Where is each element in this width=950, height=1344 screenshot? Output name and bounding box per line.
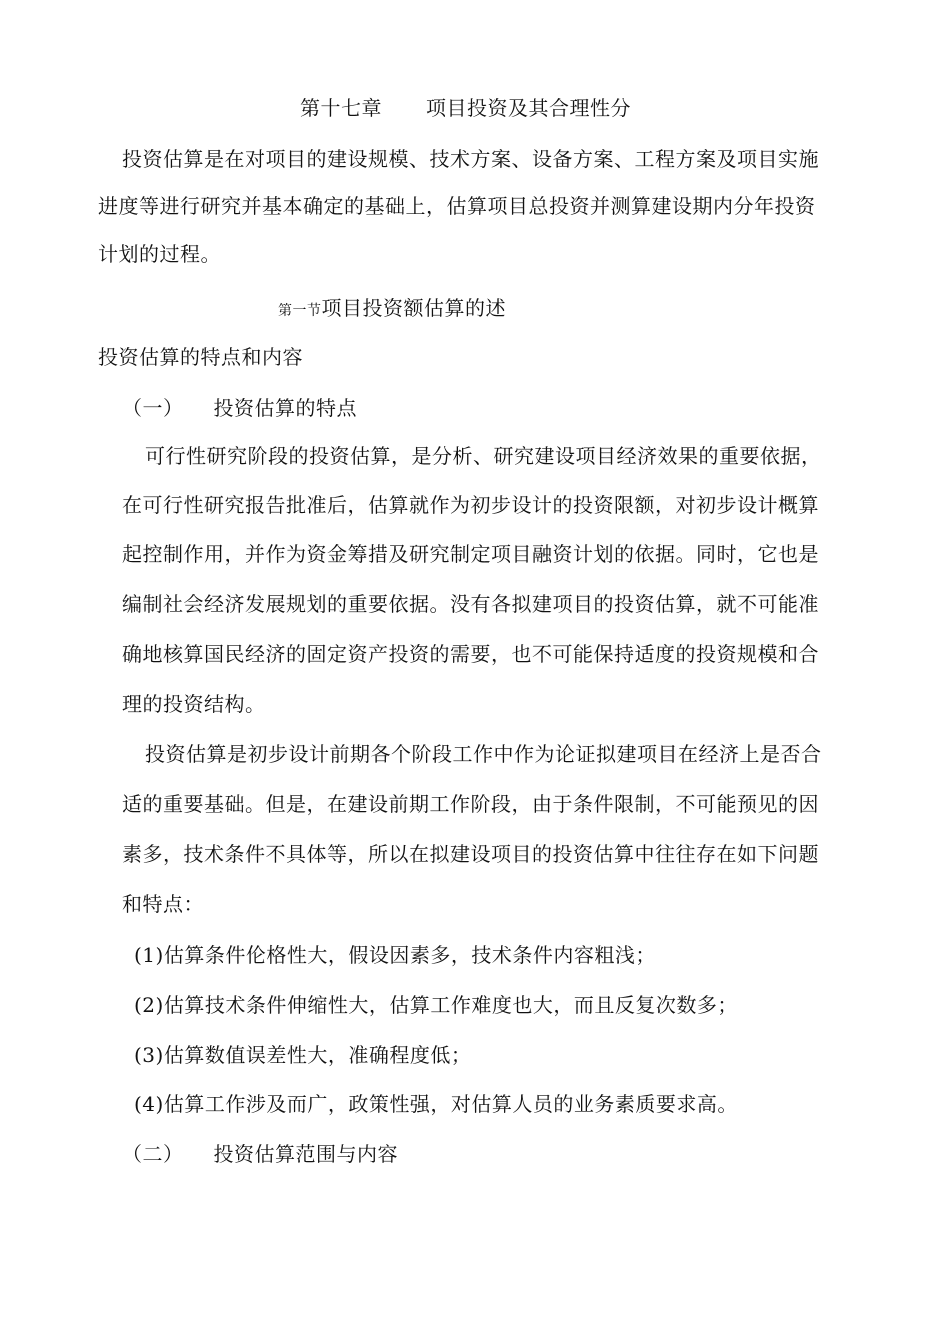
para2-line-3: 素多，技术条件不具体等，所以在拟建设项目的投资估算中往往存在如下问题	[122, 842, 819, 866]
intro-line-3: 计划的过程。	[98, 242, 221, 266]
para1-line-3: 起控制作用，并作为资金筹措及研究制定项目融资计划的依据。同时，它也是	[122, 542, 819, 566]
para1-line-2: 在可行性研究报告批准后，估算就作为初步设计的投资限额，对初步设计概算	[122, 493, 819, 517]
list-item-4: (4)估算工作涉及而广，政策性强，对估算人员的业务素质要求高。	[134, 1092, 738, 1116]
subheading-2-number: （二）	[122, 1142, 184, 1166]
subheading-1	[122, 394, 357, 422]
heading-1: 投资估算的特点和内容	[98, 345, 303, 369]
subheading-2	[122, 1140, 398, 1168]
section-prefix: 第一节	[278, 303, 322, 319]
intro-line-1: 投资估算是在对项目的建设规模、技术方案、设备方案、工程方案及项目实施	[122, 147, 819, 171]
para1-line-6: 理的投资结构。	[122, 692, 266, 716]
para1-line-4: 编制社会经济发展规划的重要依据。没有各拟建项目的投资估算，就不可能准	[122, 592, 819, 616]
para1-line-5: 确地核算国民经济的固定资产投资的需要，也不可能保持适度的投资规模和合	[122, 642, 819, 666]
section-title: 项目投资额估算的述	[321, 296, 506, 320]
subheading-2-title: 投资估算范围与内容	[213, 1142, 398, 1166]
chapter-number: 第十七章	[300, 96, 382, 120]
chapter-title: 项目投资及其合理性分	[426, 96, 631, 120]
subheading-1-title: 投资估算的特点	[213, 396, 357, 420]
para2-line-4: 和特点：	[122, 892, 204, 916]
list-item-3: (3)估算数值误差性大，准确程度低；	[134, 1043, 472, 1067]
para1-line-1: 可行性研究阶段的投资估算，是分析、研究建设项目经济效果的重要依据，	[145, 444, 822, 468]
list-item-2: (2)估算技术条件伸缩性大，估算工作难度也大，而且反复次数多；	[134, 993, 738, 1017]
para2-line-2: 适的重要基础。但是，在建设前期工作阶段，由于条件限制，不可能预见的因	[122, 792, 819, 816]
list-item-1: (1)估算条件伦格性大，假设因素多，技术条件内容粗浅；	[134, 943, 656, 967]
chapter-heading	[300, 94, 631, 122]
subheading-1-number: （一）	[122, 396, 184, 420]
para2-line-1: 投资估算是初步设计前期各个阶段工作中作为论证拟建项目在经济上是否合	[145, 742, 822, 766]
section-heading	[278, 294, 506, 325]
intro-line-2: 进度等进行研究并基本确定的基础上，估算项目总投资并测算建设期内分年投资	[98, 194, 816, 218]
